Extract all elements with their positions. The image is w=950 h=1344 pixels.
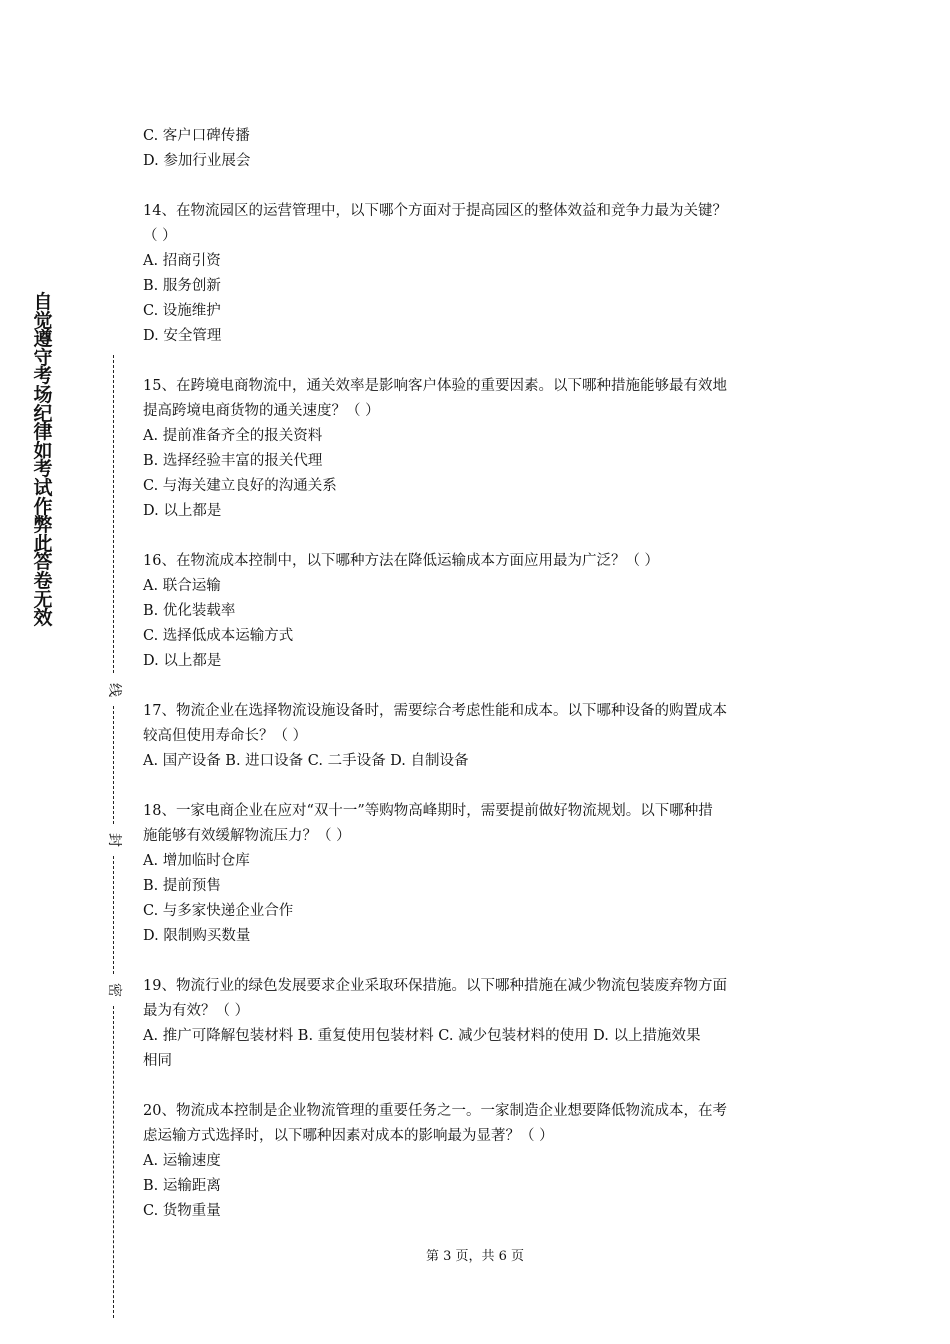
- option: B. 运输距离: [143, 1178, 221, 1194]
- option: A. 国产设备 B. 进口设备 C. 二手设备 D. 自制设备: [143, 753, 469, 769]
- question-stem: （ ）: [143, 228, 177, 244]
- seal-line-char: 线: [104, 680, 124, 700]
- option: B. 提前预售: [143, 878, 221, 894]
- question-14: [143, 199, 811, 349]
- option: C. 与海关建立良好的沟通关系: [143, 478, 337, 494]
- question-stem: 18、一家电商企业在应对“双十一”等购物高峰期时，需要提前做好物流规划。以下哪种措: [143, 803, 713, 819]
- option: A. 推广可降解包装材料 B. 重复使用包装材料 C. 减少包装材料的使用 D. 以上措施效果: [143, 1028, 701, 1044]
- option: C. 与多家快递企业合作: [143, 903, 294, 919]
- question-stem: 20、物流成本控制是企业物流管理的重要任务之一。一家制造企业想要降低物流成本，在考: [143, 1103, 727, 1119]
- option: C. 设施维护: [143, 303, 221, 319]
- question-stem: 施能够有效缓解物流压力？（ ）: [143, 828, 351, 844]
- question-stem: 最为有效？（ ）: [143, 1003, 250, 1019]
- option: A. 招商引资: [143, 253, 221, 269]
- option: D. 以上都是: [143, 653, 222, 669]
- question-15: [143, 374, 811, 524]
- option: A. 增加临时仓库: [143, 853, 250, 869]
- exam-content: [143, 124, 811, 1224]
- exam-rules-notice: 自觉遵守考场纪律如考试作弊此答卷无效: [33, 291, 53, 630]
- seal-line-char: 密: [104, 980, 124, 1000]
- option: C. 客户口碑传播: [143, 128, 250, 144]
- option: A. 运输速度: [143, 1153, 221, 1169]
- option: D. 安全管理: [143, 328, 222, 344]
- seal-line-segment: [113, 1006, 114, 1318]
- question-stem: 较高但使用寿命长？（ ）: [143, 728, 308, 744]
- option: D. 限制购买数量: [143, 928, 251, 944]
- option: B. 选择经验丰富的报关代理: [143, 453, 323, 469]
- question-16: [143, 549, 811, 674]
- question-18: [143, 799, 811, 949]
- option: D. 参加行业展会: [143, 153, 251, 169]
- question-stem: 14、在物流园区的运营管理中，以下哪个方面对于提高园区的整体效益和竞争力最为关键？: [143, 203, 727, 219]
- option: D. 以上都是: [143, 503, 222, 519]
- option: B. 优化装载率: [143, 603, 236, 619]
- option: A. 提前准备齐全的报关资料: [143, 428, 323, 444]
- option: 相同: [143, 1053, 172, 1069]
- question-17: [143, 699, 811, 774]
- question-stem: 17、物流企业在选择物流设施设备时，需要综合考虑性能和成本。以下哪种设备的购置成本: [143, 703, 727, 719]
- question-stem: 19、物流行业的绿色发展要求企业采取环保措施。以下哪种措施在减少物流包装废弃物方面: [143, 978, 727, 994]
- option: C. 选择低成本运输方式: [143, 628, 294, 644]
- seal-line-segment: [113, 355, 114, 673]
- seal-line-segment: [113, 706, 114, 824]
- page-number: 第 3 页，共 6 页: [425, 1249, 525, 1264]
- option: B. 服务创新: [143, 278, 221, 294]
- seal-line-segment: [113, 856, 114, 974]
- question-stem: 16、在物流成本控制中，以下哪种方法在降低运输成本方面应用最为广泛？（ ）: [143, 553, 660, 569]
- option: A. 联合运输: [143, 578, 221, 594]
- question-stem: 提高跨境电商货物的通关速度？（ ）: [143, 403, 380, 419]
- question-stem: 虑运输方式选择时，以下哪种因素对成本的影响最为显著？（ ）: [143, 1128, 554, 1144]
- continued-options: [143, 124, 811, 174]
- question-stem: 15、在跨境电商物流中，通关效率是影响客户体验的重要因素。以下哪种措施能够最有效地: [143, 378, 727, 394]
- option: C. 货物重量: [143, 1203, 221, 1219]
- seal-line-char: 封: [104, 830, 124, 850]
- question-20: [143, 1099, 811, 1224]
- question-19: [143, 974, 811, 1074]
